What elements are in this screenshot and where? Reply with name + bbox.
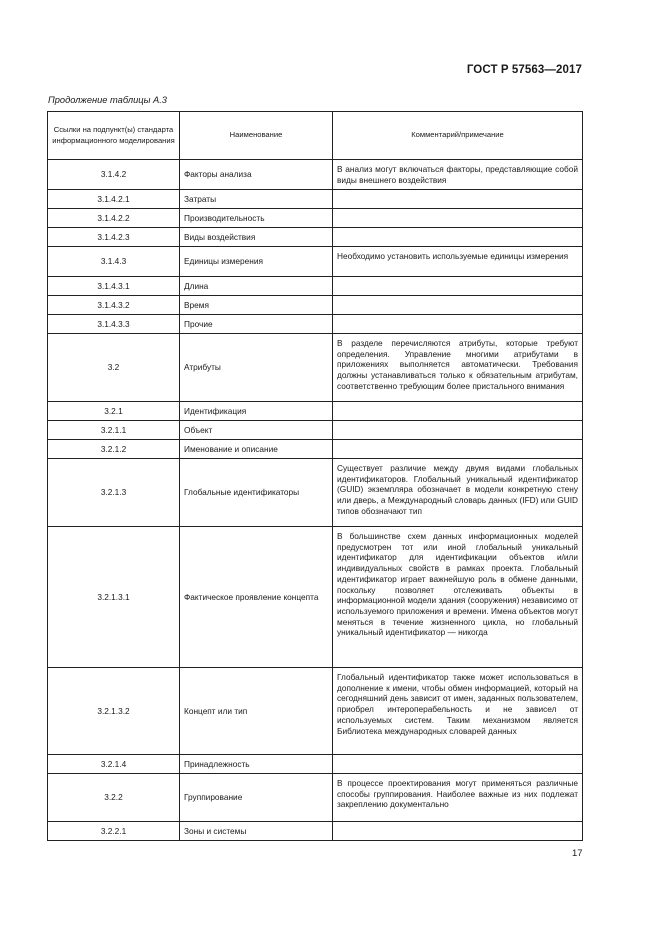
table-row [48,228,583,247]
name-cell: Группирование [180,774,333,822]
requirements-table [47,111,583,841]
comment-cell [333,822,583,841]
reference-cell: 3.1.4.3.2 [48,296,180,315]
table-row [48,774,583,822]
name-cell: Концепт или тип [180,668,333,755]
comment-cell [333,421,583,440]
page-number: 17 [572,848,583,859]
comment-cell [333,755,583,774]
comment-cell: Необходимо установить используемые единицы измерения [333,247,583,277]
name-cell: Производительность [180,209,333,228]
comment-cell: В разделе перечисляются атрибуты, которые требуют определения. Управление многими атрибутами в приложениях выполняется автоматически. Требования должны устанавливаться только к обязательным атрибутам, соответственно требующим более пристального внимания [333,334,583,402]
table-row [48,160,583,190]
table-row [48,334,583,402]
table-continuation-caption: Продолжение таблицы А.3 [48,95,167,105]
reference-cell: 3.2.2.1 [48,822,180,841]
name-cell: Фактическое проявление концепта [180,527,333,668]
table-row [48,247,583,277]
reference-cell: 3.1.4.2.2 [48,209,180,228]
comment-cell [333,209,583,228]
table-row [48,755,583,774]
reference-cell: 3.1.4.2.1 [48,190,180,209]
reference-cell: 3.1.4.3 [48,247,180,277]
standard-designation: ГОСТ Р 57563—2017 [466,64,582,76]
comment-cell [333,315,583,334]
reference-cell: 3.2.1.3 [48,459,180,527]
reference-cell: 3.1.4.3.3 [48,315,180,334]
table-row [48,402,583,421]
name-cell: Факторы анализа [180,160,333,190]
name-cell: Глобальные идентификаторы [180,459,333,527]
name-cell: Время [180,296,333,315]
name-cell: Единицы измерения [180,247,333,277]
reference-cell: 3.2.1.3.1 [48,527,180,668]
name-cell: Виды воздействия [180,228,333,247]
reference-cell: 3.2 [48,334,180,402]
reference-cell: 3.2.1.1 [48,421,180,440]
comment-cell [333,190,583,209]
table-row [48,296,583,315]
table-row [48,440,583,459]
table-row [48,209,583,228]
comment-cell: В процессе проектирования могут применяться различные способы группирования. Наиболее важные из них подлежат закреплению документально [333,774,583,822]
name-cell: Принадлежность [180,755,333,774]
name-cell: Идентификация [180,402,333,421]
table-row [48,459,583,527]
reference-cell: 3.1.4.3.1 [48,277,180,296]
column-header-references: Ссылки на подпункт(ы) стандарта информационного моделирования [48,112,180,160]
reference-cell: 3.1.4.2.3 [48,228,180,247]
name-cell: Прочие [180,315,333,334]
table-row [48,822,583,841]
column-header-name: Наименование [180,112,333,160]
table-row [48,277,583,296]
table-header-row [48,112,583,160]
reference-cell: 3.2.1.3.2 [48,668,180,755]
reference-cell: 3.2.1.2 [48,440,180,459]
name-cell: Длина [180,277,333,296]
reference-cell: 3.2.1.4 [48,755,180,774]
table-row [48,527,583,668]
table-row [48,315,583,334]
comment-cell [333,277,583,296]
table-row [48,190,583,209]
table-row [48,421,583,440]
comment-cell [333,402,583,421]
reference-cell: 3.2.2 [48,774,180,822]
comment-cell: Существует различие между двумя видами глобальных идентификаторов. Глобальный уникальный идентификатор (GUID) экземпляра обозначает в модели конкретную стену или дверь, а Международный словарь данных (IFD) или GUID типов обозначают тип [333,459,583,527]
name-cell: Зоны и системы [180,822,333,841]
reference-cell: 3.2.1 [48,402,180,421]
table-row [48,668,583,755]
name-cell: Затраты [180,190,333,209]
comment-cell [333,228,583,247]
name-cell: Атрибуты [180,334,333,402]
comment-cell [333,440,583,459]
name-cell: Объект [180,421,333,440]
comment-cell: В анализ могут включаться факторы, представляющие собой виды внешнего воздействия [333,160,583,190]
comment-cell [333,296,583,315]
reference-cell: 3.1.4.2 [48,160,180,190]
comment-cell: В большинстве схем данных информационных моделей предусмотрен тот или иной глобальный уникальный идентификатор для идентификации объектов и/или индивидуальных свойств в рамках проекта. Глобальный идентификатор играет важнейшую роль в обмене данными, поскольку позволяет отслеживать объекты в информационной модели здания (сооружения) независимо от используемого приложения и времени. Имена объектов могут меняться в течение жизненного цикла, но глобальный уникальный идентификатор — никогда [333,527,583,668]
column-header-comment: Комментарий/примечание [333,112,583,160]
comment-cell: Глобальный идентификатор также может использоваться в дополнение к имени, чтобы обмен информацией, который на сегодняшний день зависит от имен, заданных пользователем, приобрел интероперабельность и не зависел от используемых систем. Таким механизмом является Библиотека международных словарей данных [333,668,583,755]
name-cell: Именование и описание [180,440,333,459]
